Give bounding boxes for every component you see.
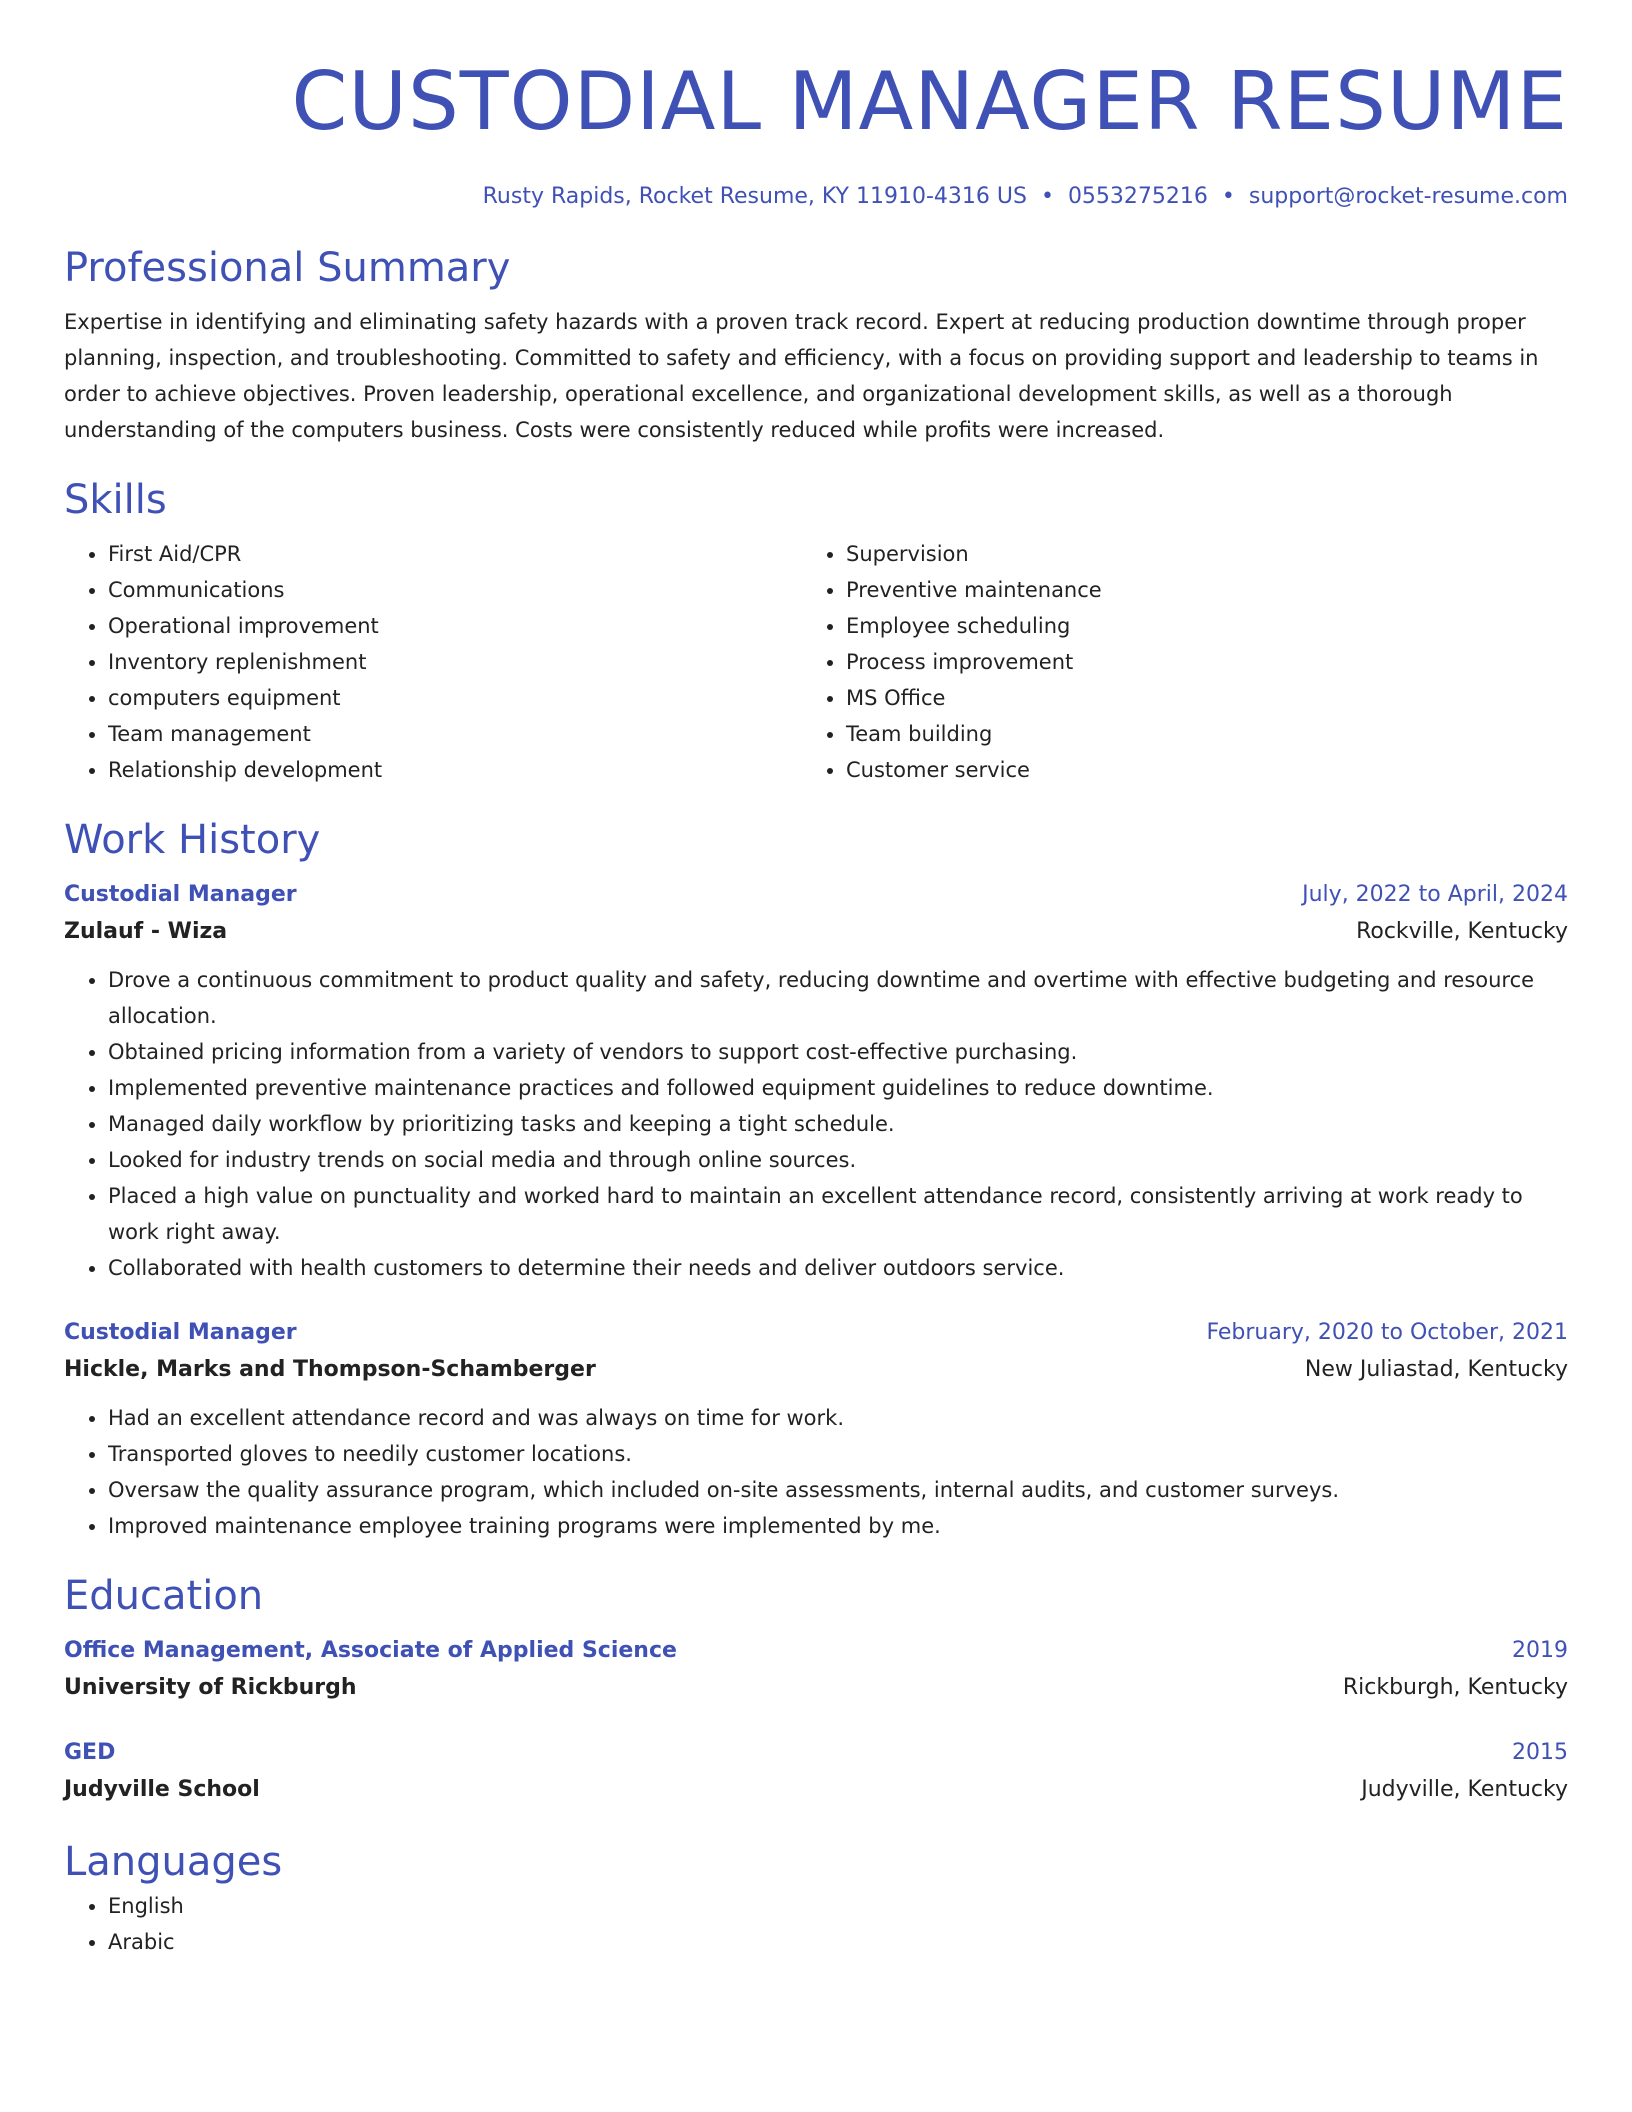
skills-list-left <box>64 536 802 788</box>
skills-grid <box>64 536 1568 788</box>
language-item: • English <box>108 1888 1568 1924</box>
resume-title: CUSTODIAL MANAGER RESUME <box>291 55 1568 148</box>
job-bullets <box>64 1400 1568 1544</box>
skill-item: • Customer service <box>846 752 1540 788</box>
skill-item: • Preventive maintenance <box>846 572 1540 608</box>
skill-item: • MS Office <box>846 680 1540 716</box>
skills-list-right <box>802 536 1540 788</box>
languages-heading: Languages <box>64 1839 283 1885</box>
languages-list <box>64 1888 1568 1960</box>
contact-address: Rusty Rapids, Rocket Resume, KY 11910-4316 US <box>482 184 1027 209</box>
skills-heading: Skills <box>64 477 167 523</box>
education-heading: Education <box>64 1573 264 1619</box>
job-entry <box>64 878 1568 1286</box>
job-company: Zulauf - Wiza <box>64 919 228 944</box>
skill-item: • Process improvement <box>846 644 1540 680</box>
education-school: Judyville School <box>64 1777 260 1802</box>
contact-separator: • <box>1040 184 1054 209</box>
skill-item: • Relationship development <box>108 752 802 788</box>
job-dates: July, 2022 to April, 2024 <box>1302 882 1568 907</box>
job-company: Hickle, Marks and Thompson-Schamberger <box>64 1357 596 1382</box>
education-school: University of Rickburgh <box>64 1675 357 1700</box>
job-bullets <box>64 962 1568 1286</box>
contact-phone: 0553275216 <box>1067 184 1208 209</box>
education-degree: Office Management, Associate of Applied Science <box>64 1638 677 1663</box>
skill-item: • Team building <box>846 716 1540 752</box>
skill-item: • Inventory replenishment <box>108 644 802 680</box>
education-school-row <box>64 1770 1568 1810</box>
language-item: • Arabic <box>108 1924 1568 1960</box>
job-company-row <box>64 912 1568 952</box>
job-bullet: • Collaborated with health customers to determine their needs and deliver outdoors service. <box>108 1250 1568 1286</box>
education-location: Rickburgh, Kentucky <box>1342 1675 1568 1700</box>
job-bullet: • Placed a high value on punctuality and worked hard to maintain an excellent attendance record, consistently arriving at work ready to work right away. <box>108 1178 1568 1250</box>
skill-item: • Employee scheduling <box>846 608 1540 644</box>
education-entry <box>64 1634 1568 1708</box>
job-entry <box>64 1316 1568 1544</box>
skill-item: • First Aid/CPR <box>108 536 802 572</box>
education-degree-row <box>64 1736 1568 1770</box>
job-bullet: • Obtained pricing information from a variety of vendors to support cost-effective purchasing. <box>108 1034 1568 1070</box>
job-bullet: • Had an excellent attendance record and was always on time for work. <box>108 1400 1568 1436</box>
education-degree: GED <box>64 1740 116 1765</box>
job-company-row <box>64 1350 1568 1390</box>
job-title-row <box>64 1316 1568 1350</box>
job-bullet: • Implemented preventive maintenance practices and followed equipment guidelines to reduce downtime. <box>108 1070 1568 1106</box>
education-year: 2015 <box>1512 1740 1568 1765</box>
job-role: Custodial Manager <box>64 882 297 907</box>
skill-item: • Communications <box>108 572 802 608</box>
contact-email[interactable]: support@rocket-resume.com <box>1248 184 1568 209</box>
job-dates: February, 2020 to October, 2021 <box>1206 1320 1568 1345</box>
job-bullet: • Looked for industry trends on social media and through online sources. <box>108 1142 1568 1178</box>
education-entry <box>64 1736 1568 1810</box>
skill-item: • Operational improvement <box>108 608 802 644</box>
education-school-row <box>64 1668 1568 1708</box>
education-year: 2019 <box>1512 1638 1568 1663</box>
job-bullet: • Improved maintenance employee training programs were implemented by me. <box>108 1508 1568 1544</box>
job-title-row <box>64 878 1568 912</box>
skill-item: • Supervision <box>846 536 1540 572</box>
job-location: New Juliastad, Kentucky <box>1304 1357 1568 1382</box>
job-bullet: • Transported gloves to needily customer locations. <box>108 1436 1568 1472</box>
job-bullet: • Drove a continuous commitment to product quality and safety, reducing downtime and overtime with effective budgeting and resource allocation. <box>108 962 1568 1034</box>
summary-heading: Professional Summary <box>64 245 511 291</box>
job-bullet: • Oversaw the quality assurance program, which included on-site assessments, internal audits, and customer surveys. <box>108 1472 1568 1508</box>
education-degree-row <box>64 1634 1568 1668</box>
job-role: Custodial Manager <box>64 1320 297 1345</box>
contact-line <box>64 182 1568 212</box>
job-bullet: • Managed daily workflow by prioritizing tasks and keeping a tight schedule. <box>108 1106 1568 1142</box>
education-location: Judyville, Kentucky <box>1361 1777 1568 1802</box>
job-location: Rockville, Kentucky <box>1356 919 1568 944</box>
contact-separator: • <box>1221 184 1235 209</box>
summary-text: Expertise in identifying and eliminating safety hazards with a proven track record. Expert at reducing production downtime through proper planning, inspection, and troubleshooting. Committed to safety and efficiency, with a focus on providing support and leadership to teams in order to achieve objectives. Proven leadership, operational excellence, and organizational development skills, as well as a thorough understanding of the computers business. Costs were consistently reduced while profits were increased. <box>64 310 1539 442</box>
skill-item: • Team management <box>108 716 802 752</box>
skill-item: • computers equipment <box>108 680 802 716</box>
work-history-heading: Work History <box>64 817 321 863</box>
